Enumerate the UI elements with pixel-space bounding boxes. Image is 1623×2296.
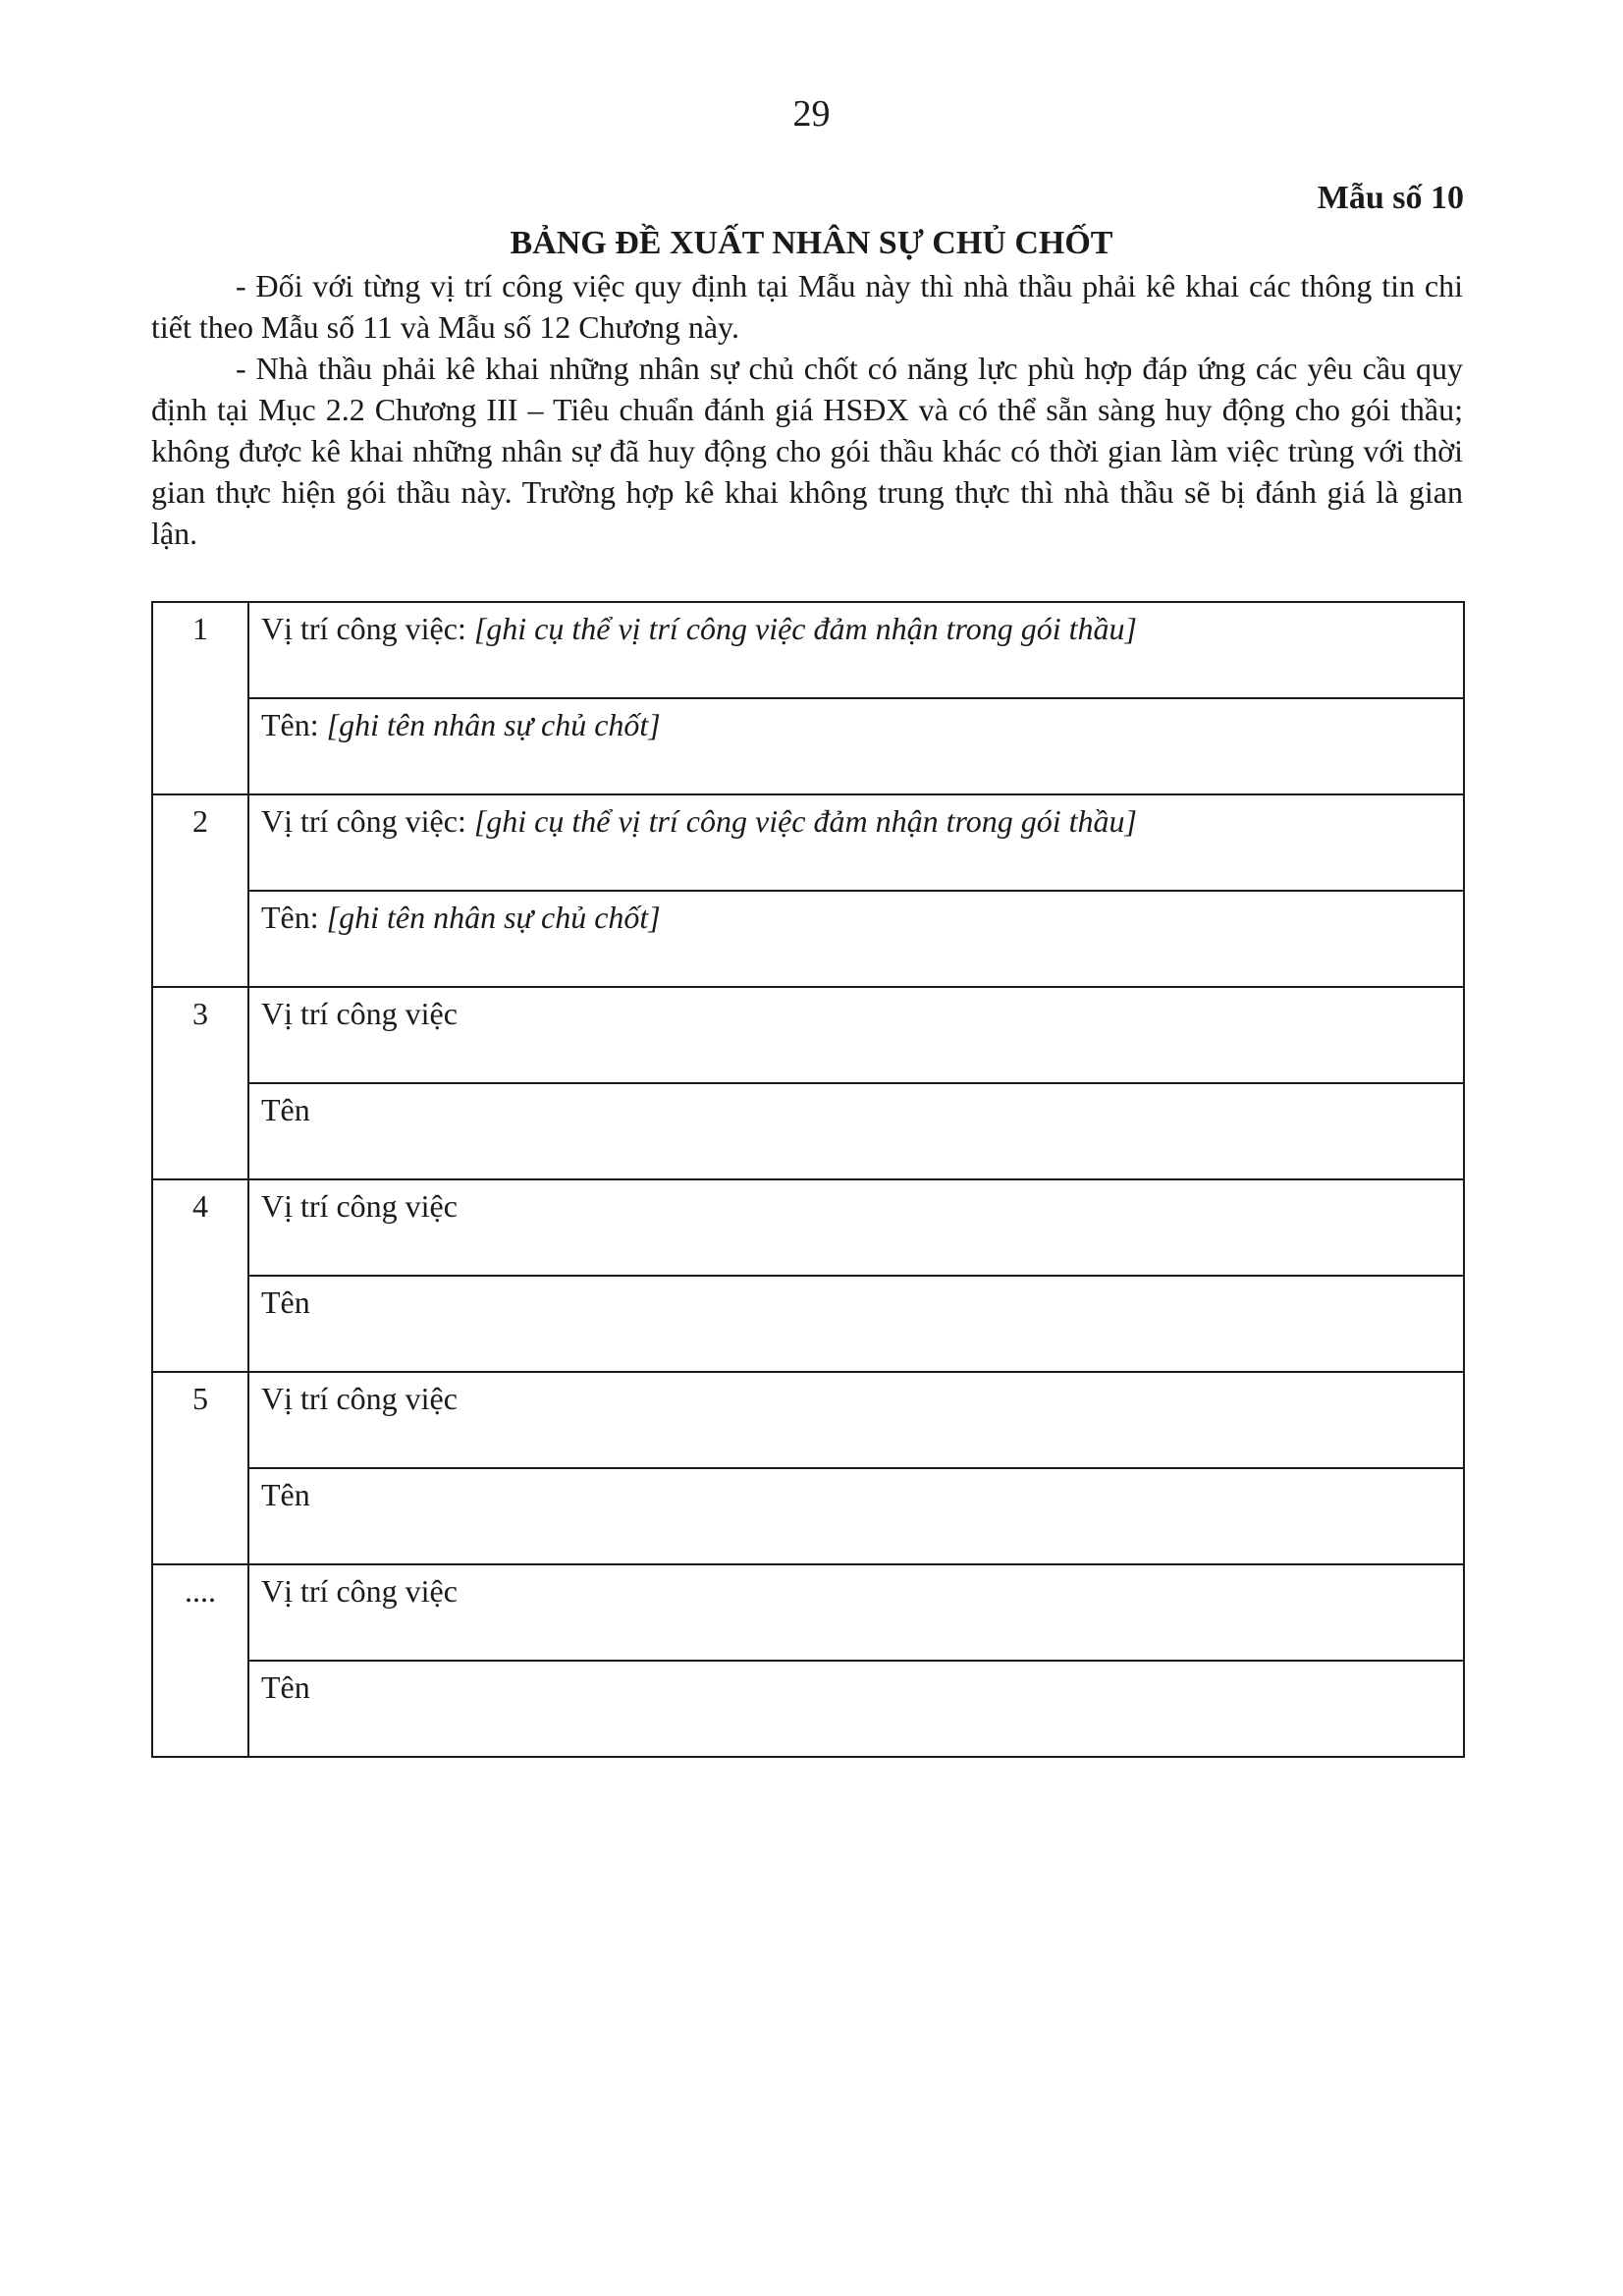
name-placeholder: [ghi tên nhân sự chủ chốt] bbox=[326, 707, 661, 742]
row-number-cell bbox=[152, 1179, 248, 1372]
table-row bbox=[152, 891, 1464, 987]
position-cell bbox=[248, 1372, 1464, 1468]
table-row bbox=[152, 987, 1464, 1083]
name-cell bbox=[248, 891, 1464, 987]
intro-paragraph-2: - Nhà thầu phải kê khai những nhân sự chủ chốt có năng lực phù hợp đáp ứng các yêu cầu quy định tại Mục 2.2 Chương III – Tiêu chuẩn đánh giá HSĐX và có thể sẵn sàng huy động cho gói thầu; không được kê khai những nhân sự đã huy động cho gói thầu khác có thời gian làm việc trùng với thời gian thực hiện gói thầu này. Trường hợp kê khai không trung thực thì nhà thầu sẽ bị đánh giá là gian lận. bbox=[151, 351, 1463, 551]
intro-paragraph-1: - Đối với từng vị trí công việc quy định tại Mẫu này thì nhà thầu phải kê khai các thông tin chi tiết theo Mẫu số 11 và Mẫu số 12 Chương này. bbox=[151, 268, 1463, 345]
row-number: 2 bbox=[192, 803, 208, 839]
name-placeholder: [ghi tên nhân sự chủ chốt] bbox=[326, 900, 661, 935]
table-row bbox=[152, 1372, 1464, 1468]
name-label: Tên: bbox=[261, 900, 319, 935]
personnel-table bbox=[151, 601, 1465, 1758]
table-row bbox=[152, 602, 1464, 698]
row-number-cell bbox=[152, 794, 248, 987]
row-number-cell bbox=[152, 1372, 248, 1564]
table-row bbox=[152, 794, 1464, 891]
name-cell bbox=[248, 1468, 1464, 1564]
name-label: Tên bbox=[261, 1092, 310, 1127]
position-placeholder: [ghi cụ thể vị trí công việc đảm nhận trong gói thầu] bbox=[473, 611, 1137, 646]
form-number: Mẫu số 10 bbox=[1317, 180, 1464, 216]
position-cell bbox=[248, 987, 1464, 1083]
name-line bbox=[261, 699, 1451, 746]
row-number: 3 bbox=[192, 996, 208, 1031]
row-number-cell bbox=[152, 987, 248, 1179]
table-row bbox=[152, 1661, 1464, 1757]
table-row bbox=[152, 1468, 1464, 1564]
page-number: 29 bbox=[792, 93, 831, 135]
position-label: Vị trí công việc bbox=[261, 1573, 458, 1609]
row-number-cell bbox=[152, 602, 248, 794]
name-label: Tên bbox=[261, 1285, 310, 1320]
name-label: Tên bbox=[261, 1477, 310, 1512]
position-cell bbox=[248, 1564, 1464, 1661]
position-label: Vị trí công việc bbox=[261, 996, 458, 1031]
row-number-cell bbox=[152, 1564, 248, 1757]
position-label: Vị trí công việc bbox=[261, 1381, 458, 1416]
position-cell bbox=[248, 1179, 1464, 1276]
table-row bbox=[152, 698, 1464, 794]
name-cell bbox=[248, 1661, 1464, 1757]
position-label: Vị trí công việc: bbox=[261, 611, 466, 646]
row-number: 5 bbox=[192, 1381, 208, 1416]
row-number: .... bbox=[185, 1573, 216, 1609]
table-row bbox=[152, 1179, 1464, 1276]
name-line bbox=[261, 892, 1451, 939]
table-row bbox=[152, 1083, 1464, 1179]
name-cell bbox=[248, 698, 1464, 794]
position-line bbox=[261, 603, 1451, 650]
name-label: Tên: bbox=[261, 707, 319, 742]
document-title: BẢNG ĐỀ XUẤT NHÂN SỰ CHỦ CHỐT bbox=[510, 225, 1113, 261]
position-cell bbox=[248, 602, 1464, 698]
row-number: 4 bbox=[192, 1188, 208, 1224]
name-cell bbox=[248, 1276, 1464, 1372]
position-label: Vị trí công việc: bbox=[261, 803, 466, 839]
table-row bbox=[152, 1564, 1464, 1661]
position-cell bbox=[248, 794, 1464, 891]
name-label: Tên bbox=[261, 1669, 310, 1705]
intro-section bbox=[151, 265, 1463, 554]
position-placeholder: [ghi cụ thể vị trí công việc đảm nhận trong gói thầu] bbox=[473, 803, 1137, 839]
position-label: Vị trí công việc bbox=[261, 1188, 458, 1224]
position-line bbox=[261, 795, 1451, 843]
row-number: 1 bbox=[192, 611, 208, 646]
table-row bbox=[152, 1276, 1464, 1372]
name-cell bbox=[248, 1083, 1464, 1179]
